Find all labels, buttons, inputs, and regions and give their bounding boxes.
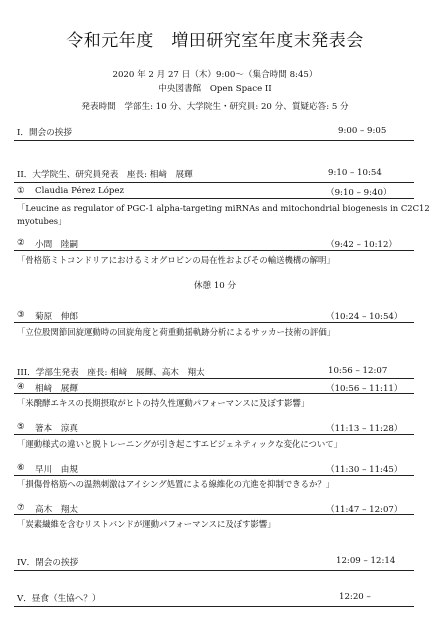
presenter-name: 相﨑 展輝: [35, 384, 78, 394]
venue-line: 中央図書館 Open Space II: [158, 84, 272, 94]
presenter-name: 小間 陸嗣: [35, 240, 78, 250]
talk-number: ④: [17, 382, 25, 392]
talk-time: （9:42 – 10:12）: [326, 240, 398, 250]
talk-time: （10:24 – 10:54）: [326, 312, 403, 322]
talk-number: ①: [17, 186, 25, 196]
divider: [14, 140, 414, 141]
section-opening-title: I．開会の挨拶: [17, 128, 72, 138]
talk-title: 「運動様式の違いと脱トレーニングが引き起こすエピジェネティックな変化について」: [17, 439, 343, 449]
section-closing-time: 12:09 – 12:14: [336, 556, 396, 566]
divider: [14, 606, 414, 607]
section-grad-time: 9:10 – 10:54: [328, 168, 382, 178]
talk-number: ⑦: [17, 503, 25, 513]
presenter-name: 箸本 涼真: [35, 424, 78, 434]
section-undergrad-title: III．学部生発表 座長: 相﨑 展輝、高木 翔太: [17, 368, 205, 378]
talk-time: （11:13 – 11:28）: [326, 424, 403, 434]
talk-number: ②: [17, 238, 25, 248]
talk-number: ⑥: [17, 463, 25, 473]
divider: [14, 378, 414, 379]
talk-time: （11:30 – 11:45）: [326, 465, 403, 475]
presenter-name: Claudia Pérez López: [35, 186, 125, 196]
talk-title: 「損傷骨格筋への温熱刺激はアイシング処置による線維化の亢進を抑制できるか？」: [17, 479, 335, 489]
divider: [14, 182, 414, 183]
talk-time: （10:56 – 11:11）: [326, 384, 403, 394]
talk-title: 「骨格筋ミトコンドリアにおけるミオグロビンの局在性およびその輸送機構の解明」: [17, 255, 335, 265]
break-notice: 休憩 10 分: [193, 281, 237, 291]
divider: [14, 514, 414, 515]
presenter-name: 菊原 伸郎: [35, 312, 78, 322]
talk-time: （9:10 – 9:40）: [326, 188, 392, 198]
section-lunch-title: V．昼食（生協へ？）: [17, 594, 101, 604]
presentation-time-line: 発表時間 学部生: 10 分、大学院生・研究員: 20 分、質疑応答: 5 分: [81, 102, 349, 112]
talk-number: ⑤: [17, 422, 25, 432]
talk-title-continued: myotubes」: [17, 216, 67, 226]
talk-title: 「炭素繊維を含むリストバンドが運動パフォーマンスに及ぼす影響」: [17, 519, 276, 529]
divider: [14, 322, 414, 323]
section-lunch-time: 12:20 –: [339, 592, 371, 602]
divider: [14, 434, 414, 435]
talk-title: 「立位股関節回旋運動時の回旋角度と荷重動揺軌跡分析によるサッカー技術の評価」: [17, 327, 336, 337]
section-closing-title: IV．閉会の挨拶: [17, 558, 79, 568]
talk-title: 「Leucine as regulator of PGC-1 alpha-targeting miRNAs and mitochondrial biogenesis in C2C12: [17, 203, 430, 213]
section-grad-title: II．大学院生、研究員発表 座長: 相﨑 展輝: [17, 170, 193, 180]
divider: [14, 198, 414, 199]
talk-number: ③: [17, 310, 25, 320]
divider: [14, 570, 414, 571]
presenter-name: 高木 翔太: [35, 505, 78, 515]
talk-title: 「米醗酵エキスの長期摂取がヒトの持久性運動パフォーマンスに及ぼす影響」: [17, 398, 310, 408]
talk-time: （11:47 – 12:07）: [326, 505, 403, 515]
divider: [14, 250, 414, 251]
divider: [14, 393, 414, 394]
section-opening-time: 9:00 – 9:05: [338, 126, 387, 136]
page-title: 令和元年度 増田研究室年度末発表会: [66, 31, 364, 51]
divider: [14, 475, 414, 476]
section-undergrad-time: 10:56 – 12:07: [328, 366, 388, 376]
presenter-name: 早川 由規: [35, 465, 78, 475]
date-line: 2020 年 2 月 27 日（木）9:00～（集合時間 8:45）: [112, 70, 318, 80]
